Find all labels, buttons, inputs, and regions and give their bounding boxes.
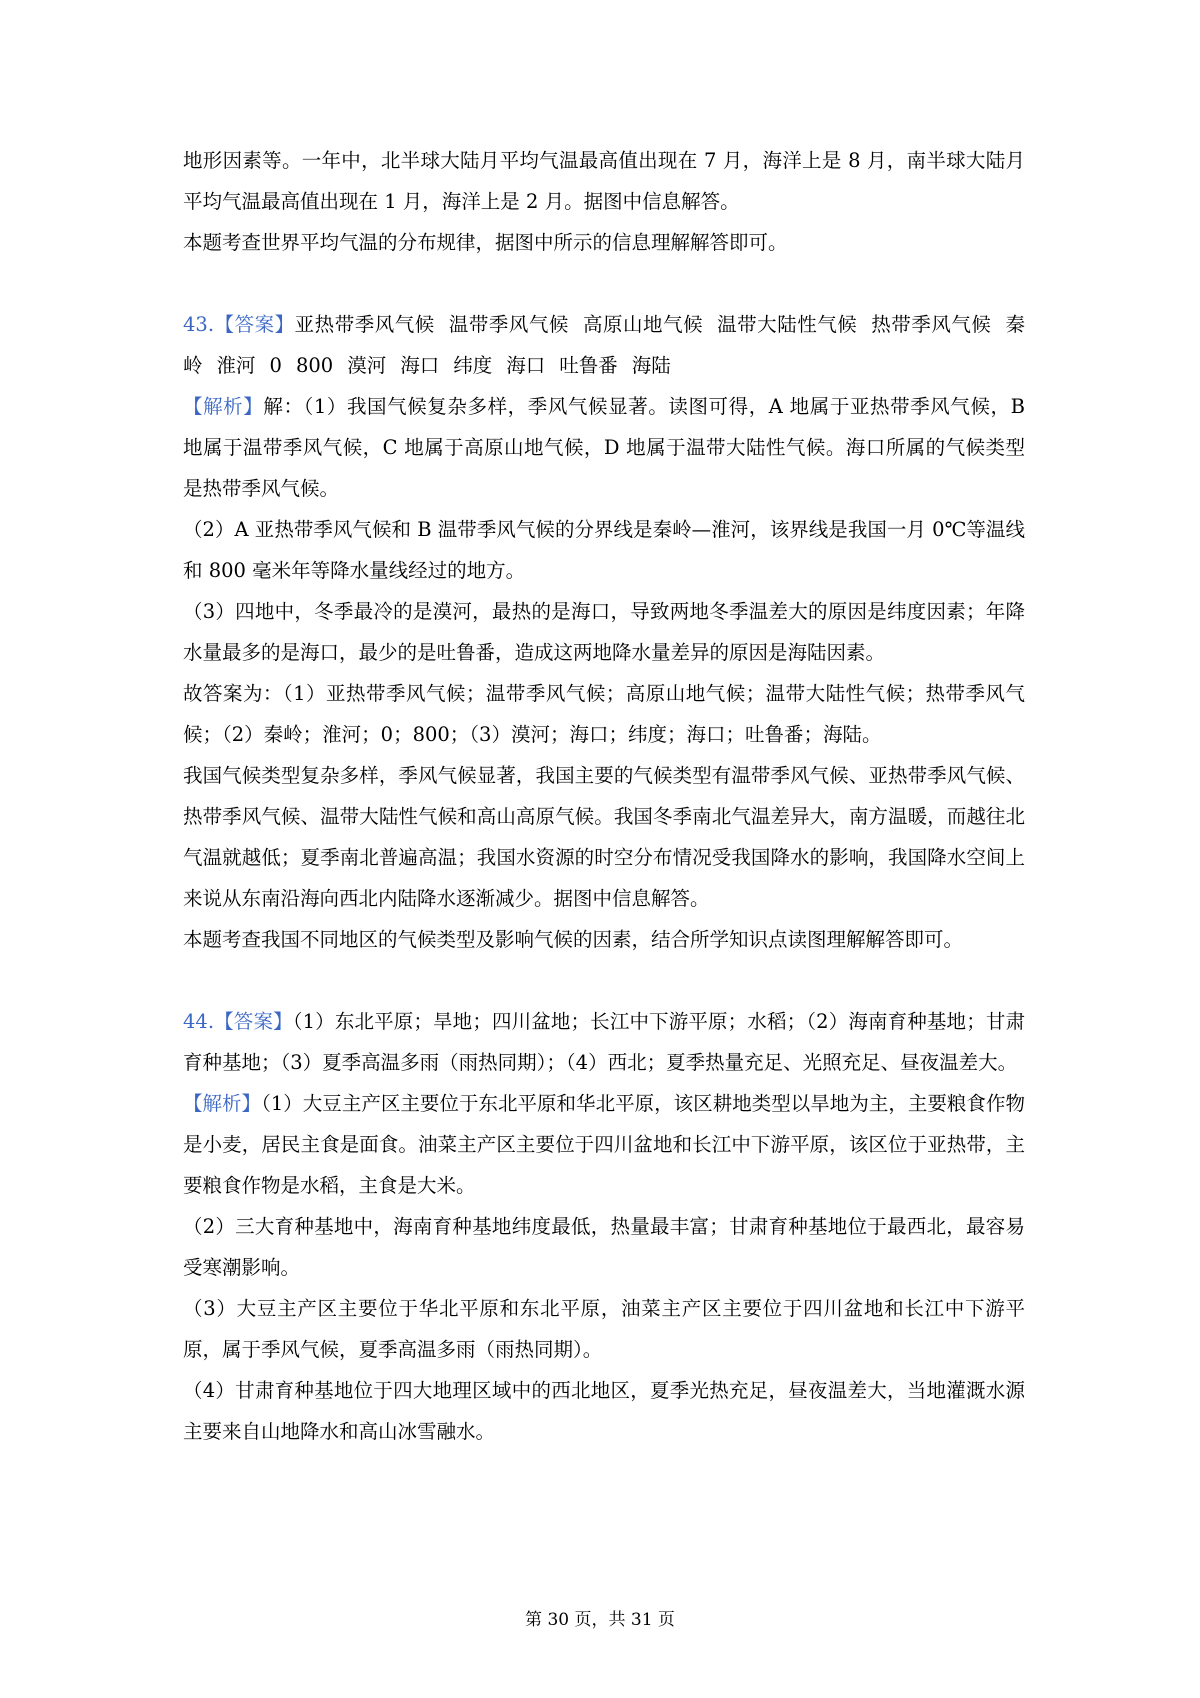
page-footer: 第 30 页，共 31 页 bbox=[525, 1610, 675, 1630]
q43-answer-item: 温带大陆性气候 bbox=[717, 313, 858, 336]
q43-answer bbox=[183, 304, 1025, 386]
q43-answer-item: 海口 bbox=[400, 354, 440, 377]
q43-paragraph-2: （2）A 亚热带季风气候和 B 温带季风气候的分界线是秦岭—淮河，该界线是我国一月 0℃等温线和 800 毫米年等降水量线经过的地方。 bbox=[183, 518, 1025, 582]
q44-number: 44. bbox=[183, 1010, 215, 1033]
q43-answer-item: 淮河 bbox=[216, 354, 256, 377]
q43-paragraph-3: （3）四地中，冬季最冷的是漠河，最热的是海口，导致两地冬季温差大的原因是纬度因素；年降水量最多的是海口，最少的是吐鲁番，造成这两地降水量差异的原因是海陆因素。 bbox=[183, 600, 1025, 664]
q43-answer-item: 温带季风气候 bbox=[448, 313, 569, 336]
q43-answer-item: 800 bbox=[295, 354, 334, 377]
q44-analysis-tag: 【解析】 bbox=[183, 1092, 262, 1115]
q44-paragraph-3: （3）大豆主产区主要位于华北平原和东北平原，油菜主产区主要位于四川盆地和长江中下游平原，属于季风气候，夏季高温多雨（雨热同期）。 bbox=[183, 1297, 1025, 1361]
q43-answer-item: 高原山地气候 bbox=[582, 313, 704, 336]
q43-paragraph-6: 本题考查我国不同地区的气候类型及影响气候的因素，结合所学知识点读图理解解答即可。 bbox=[183, 928, 964, 951]
intro-paragraph-2: 本题考查世界平均气温的分布规律，据图中所示的信息理解解答即可。 bbox=[183, 231, 788, 254]
q44-answer bbox=[183, 1001, 1025, 1083]
q44-analysis bbox=[183, 1083, 1025, 1206]
q44-paragraph-4: （4）甘肃育种基地位于四大地理区域中的西北地区，夏季光热充足，昼夜温差大，当地灌溉水源主要来自山地降水和高山冰雪融水。 bbox=[183, 1379, 1025, 1443]
q44-answer-tag: 【答案】 bbox=[214, 1010, 293, 1033]
q43-answer-item: 亚热带季风气候 bbox=[294, 313, 435, 336]
q43-answer-item: 吐鲁番 bbox=[559, 354, 618, 377]
q43-answer-item: 纬度 bbox=[453, 354, 493, 377]
q43-number: 43. bbox=[183, 313, 215, 336]
q44-paragraph-2: （2）三大育种基地中，海南育种基地纬度最低，热量最丰富；甘肃育种基地位于最西北，最容易受寒潮影响。 bbox=[183, 1215, 1025, 1279]
q44-analysis-text: （1）大豆主产区主要位于东北平原和华北平原，该区耕地类型以旱地为主，主要粮食作物是小麦，居民主食是面食。油菜主产区主要位于四川盆地和长江中下游平原，该区位于亚热带，主要粮食作物是水稻，主食是大米。 bbox=[183, 1092, 1025, 1197]
section-gap bbox=[183, 960, 1025, 1001]
q43-answer-item: 0 bbox=[269, 354, 282, 377]
section-gap bbox=[183, 263, 1025, 304]
q43-paragraph-5: 我国气候类型复杂多样，季风气候显著，我国主要的气候类型有温带季风气候、亚热带季风气候、热带季风气候、温带大陆性气候和高山高原气候。我国冬季南北气温差异大，南方温暖，而越往北气温就越低；夏季南北普遍高温；我国水资源的时空分布情况受我国降水的影响，我国降水空间上来说从东南沿海向西北内陆降水逐渐减少。据图中信息解答。 bbox=[183, 764, 1025, 910]
q43-answer-item: 漠河 bbox=[347, 354, 387, 377]
q43-analysis-tag: 【解析】 bbox=[183, 395, 264, 418]
q43-answer-item: 热带季风气候 bbox=[871, 313, 992, 336]
q44-answer-text: （1）东北平原；旱地；四川盆地；长江中下游平原；水稻；（2）海南育种基地；甘肃育种基地；（3）夏季高温多雨（雨热同期）；（4）西北；夏季热量充足、光照充足、昼夜温差大。 bbox=[183, 1010, 1025, 1074]
q43-analysis-text: 解：（1）我国气候复杂多样，季风气候显著。读图可得，A 地属于亚热带季风气候，B 地属于温带季风气候，C 地属于高原山地气候，D 地属于温带大陆性气候。海口所属的气候类型是热带季风气候。 bbox=[183, 395, 1025, 500]
page-content bbox=[183, 140, 1025, 1452]
q43-answer-item: 海口 bbox=[506, 354, 546, 377]
q43-analysis bbox=[183, 386, 1025, 509]
q43-paragraph-4: 故答案为：（1）亚热带季风气候；温带季风气候；高原山地气候；温带大陆性气候；热带季风气候；（2）秦岭；淮河；0；800；（3）漠河；海口；纬度；海口；吐鲁番；海陆。 bbox=[183, 682, 1025, 746]
q43-answer-item: 海陆 bbox=[631, 354, 671, 377]
intro-paragraph-1: 地形因素等。一年中，北半球大陆月平均气温最高值出现在 7 月，海洋上是 8 月，南半球大陆月平均气温最高值出现在 1 月，海洋上是 2 月。据图中信息解答。 bbox=[183, 149, 1025, 213]
q43-answer-item: 秦岭 bbox=[183, 313, 1025, 377]
q43-answer-tag: 【答案】 bbox=[214, 313, 295, 336]
